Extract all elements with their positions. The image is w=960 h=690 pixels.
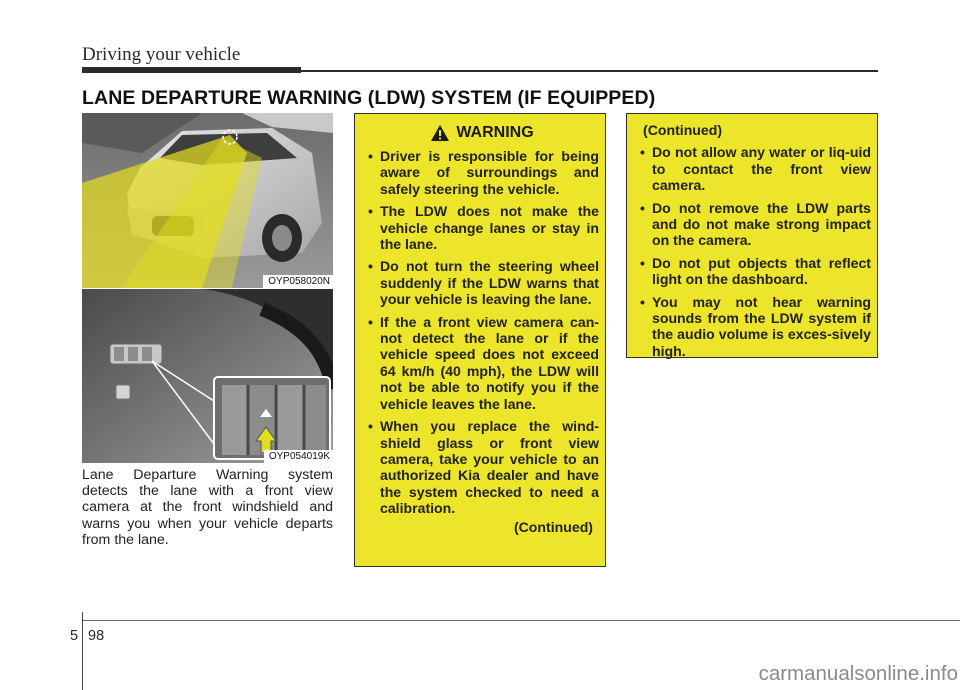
warning-list xyxy=(359,148,599,517)
continued-heading: (Continued) xyxy=(643,122,723,138)
header-rule-thin xyxy=(301,70,878,72)
continued-list xyxy=(631,144,871,359)
dashboard-illustration xyxy=(82,289,333,463)
chapter-title: Driving your vehicle xyxy=(82,44,241,65)
header-rule-thick xyxy=(82,67,301,73)
warning-heading xyxy=(365,124,599,142)
warning-title: WARNING xyxy=(456,123,534,141)
figure-code: OYP054019K xyxy=(264,450,333,463)
warning-item: • Do not remove the LDW parts and do not make strong impact on the camera. xyxy=(631,200,871,249)
continued-warning-box xyxy=(626,113,878,358)
warning-item: • When you replace the wind-shield glass or front view camera, take your vehicle to an authorized Kia dealer and have the system checked to need a calibration. xyxy=(359,418,599,516)
warning-item: • If the a front view camera can-not detect the lane or if the vehicle speed does not exceed 64 km/h (40 mph), the LDW will not be able to notify you if the vehicle leaves the lane. xyxy=(359,314,599,412)
warning-item: • You may not hear warning sounds from the LDW system if the audio volume is exces-sively high. xyxy=(631,294,871,360)
page-number-divider xyxy=(82,612,83,690)
chapter-number: 5 xyxy=(70,628,79,644)
dashboard-switch-photo xyxy=(82,289,333,463)
footer-rule xyxy=(82,620,960,621)
vehicle-camera-photo xyxy=(82,113,333,288)
page-number: 98 xyxy=(88,628,105,644)
warning-triangle-icon xyxy=(430,124,450,142)
warning-item: • Driver is responsible for being aware of surroundings and safely steering the vehicle. xyxy=(359,148,599,197)
continued-label: (Continued) xyxy=(513,518,593,535)
watermark: carmanualsonline.info xyxy=(758,662,958,685)
vehicle-illustration xyxy=(82,113,333,288)
warning-item: • Do not turn the steering wheel suddenly if the LDW warns that your vehicle is leaving the lane. xyxy=(359,258,599,307)
section-title: LANE DEPARTURE WARNING (LDW) SYSTEM (IF EQUIPPED) xyxy=(82,87,656,109)
figure-code: OYP058020N xyxy=(263,275,333,288)
warning-item: • Do not allow any water or liq-uid to contact the front view camera. xyxy=(631,144,871,193)
warning-box xyxy=(354,113,606,567)
warning-item: • The LDW does not make the vehicle change lanes or stay in the lane. xyxy=(359,203,599,252)
intro-paragraph: Lane Departure Warning system detects the lane with a front view camera at the front windshield and warns you when your vehicle departs from the lane. xyxy=(82,467,333,548)
warning-item: • Do not put objects that reflect light on the dashboard. xyxy=(631,255,871,288)
